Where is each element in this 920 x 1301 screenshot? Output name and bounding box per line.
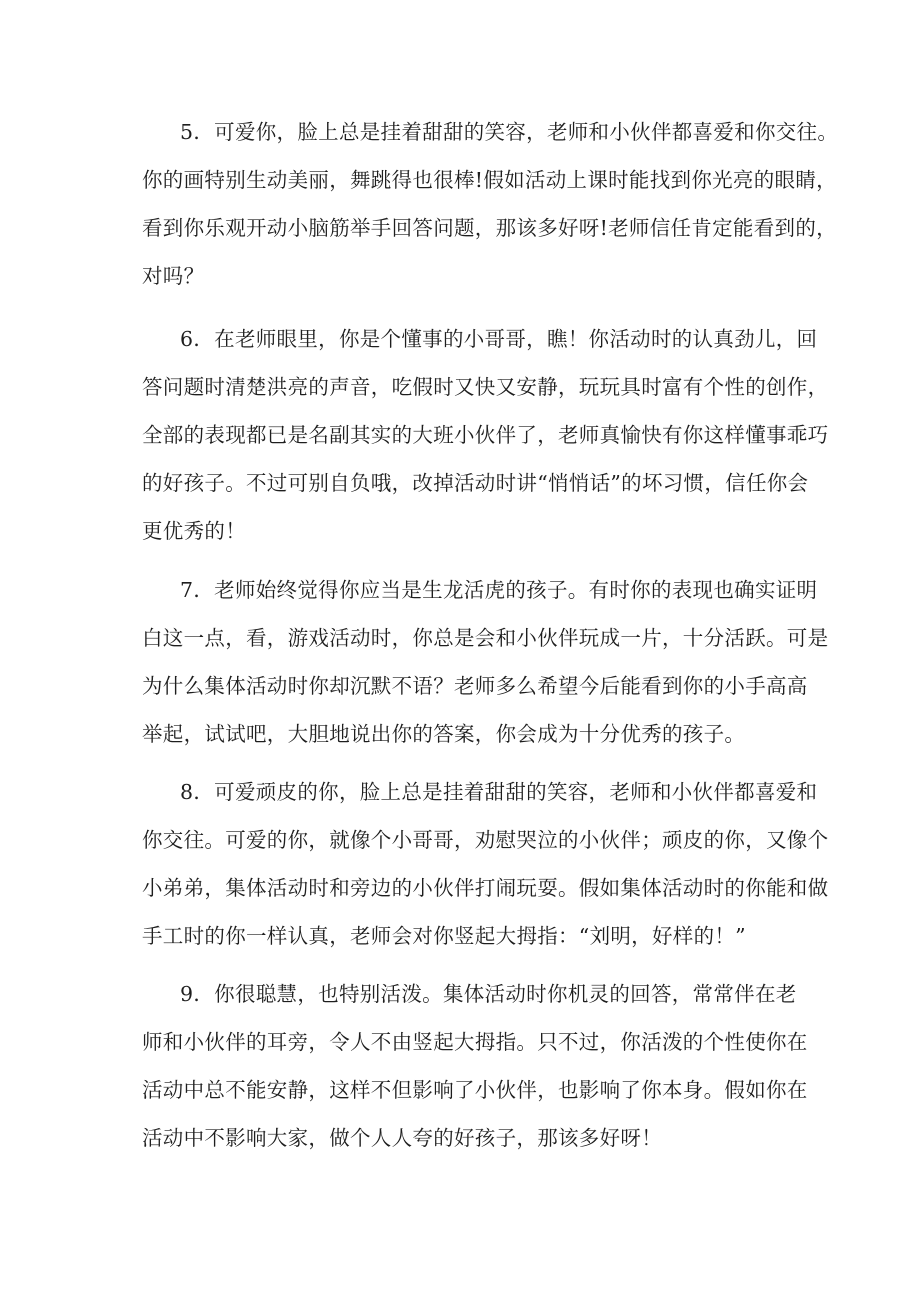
paragraph-7 bbox=[142, 566, 829, 758]
paragraph-line: 的好孩子。不过可别自负哦，改掉活动时讲“悄悄话”的坏习惯，信任你会 bbox=[142, 471, 809, 495]
paragraph-6 bbox=[142, 315, 829, 555]
paragraph-line: 白这一点，看，游戏活动时，你总是会和小伙伴玩成一片，十分活跃。可是 bbox=[142, 626, 829, 650]
paragraph-line: 举起，试试吧，大胆地说出你的答案，你会成为十分优秀的孩子。 bbox=[142, 722, 746, 746]
paragraph-line: 你的画特别生动美丽，舞跳得也很棒!假如活动上课时能找到你光亮的眼睛， bbox=[142, 168, 837, 192]
paragraph-line: 小弟弟，集体活动时和旁边的小伙伴打闹玩耍。假如集体活动时的你能和做 bbox=[142, 876, 829, 900]
paragraph-line: 活动中不影响大家，做个人人夸的好孩子，那该多好呀！ bbox=[142, 1126, 662, 1150]
paragraph-line: 更优秀的！ bbox=[142, 519, 246, 543]
paragraph-line: 你交往。可爱的你，就像个小哥哥，劝慰哭泣的小伙伴；顽皮的你，又像个 bbox=[142, 828, 829, 852]
paragraph-line: 全部的表现都已是名副其实的大班小伙伴了，老师真愉快有你这样懂事乖巧 bbox=[142, 423, 829, 447]
paragraph-5 bbox=[142, 108, 839, 300]
paragraph-line: 师和小伙伴的耳旁，令人不由竖起大拇指。只不过，你活泼的个性使你在 bbox=[142, 1030, 808, 1054]
paragraph-9 bbox=[142, 970, 808, 1162]
paragraph-line: 5．可爱你，脸上总是挂着甜甜的笑容，老师和小伙伴都喜爱和你交往。 bbox=[180, 120, 839, 144]
paragraph-line: 7．老师始终觉得你应当是生龙活虎的孩子。有时你的表现也确实证明 bbox=[180, 578, 818, 602]
paragraph-line: 活动中总不能安静，这样不但影响了小伙伴，也影响了你本身。假如你在 bbox=[142, 1078, 808, 1102]
paragraph-line: 9．你很聪慧，也特别活泼。集体活动时你机灵的回答，常常伴在老 bbox=[180, 982, 797, 1006]
paragraph-line: 6．在老师眼里，你是个懂事的小哥哥，瞧！你活动时的认真劲儿，回 bbox=[180, 327, 818, 351]
paragraph-8 bbox=[142, 768, 829, 960]
paragraph-line: 手工时的你一样认真，老师会对你竖起大拇指：“刘明，好样的！” bbox=[142, 924, 746, 948]
paragraph-line: 对吗？ bbox=[142, 264, 205, 288]
paragraph-line: 看到你乐观开动小脑筋举手回答问题，那该多好呀!老师信任肯定能看到的， bbox=[142, 216, 837, 240]
paragraph-line: 8．可爱顽皮的你，脸上总是挂着甜甜的笑容，老师和小伙伴都喜爱和 bbox=[180, 780, 818, 804]
paragraph-line: 答问题时清楚洪亮的声音，吃假时又快又安静，玩玩具时富有个性的创作， bbox=[142, 375, 829, 399]
paragraph-line: 为什么集体活动时你却沉默不语？老师多么希望今后能看到你的小手高高 bbox=[142, 674, 808, 698]
